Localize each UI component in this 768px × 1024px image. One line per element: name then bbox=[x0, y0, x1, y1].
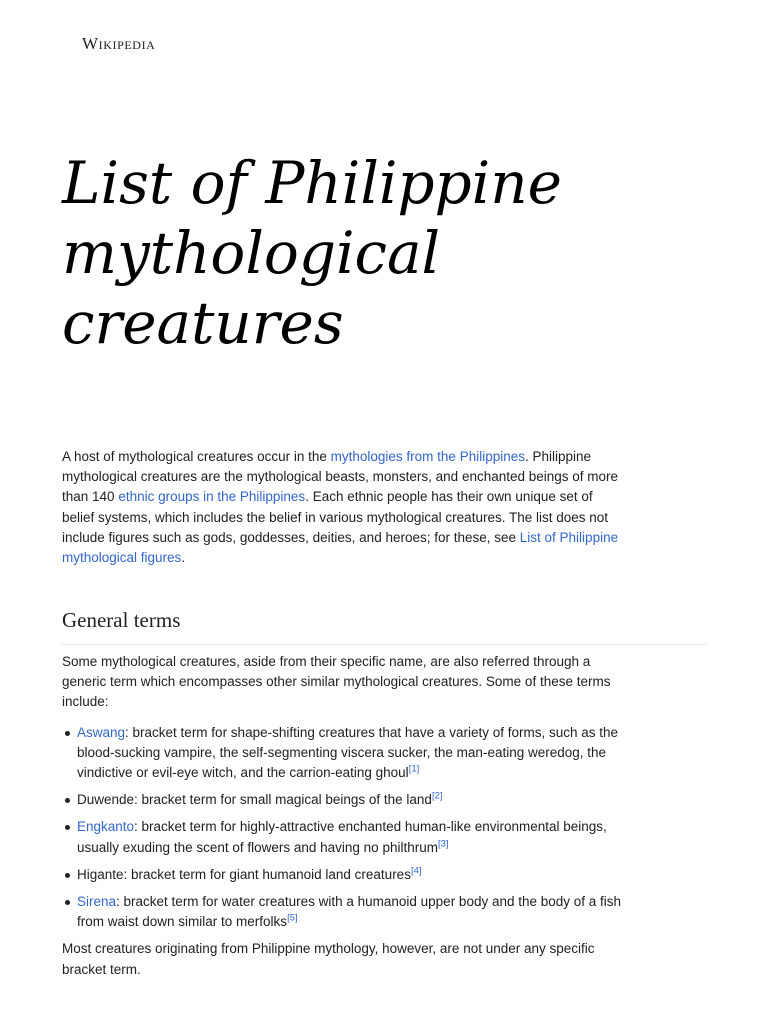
wikipedia-wordmark[interactable]: Wikipedia bbox=[82, 34, 156, 53]
list-item-aswang bbox=[77, 723, 622, 784]
intro-text-1: A host of mythological creatures occur in the bbox=[62, 449, 331, 464]
link-ethnic-groups[interactable]: ethnic groups in the Philippines bbox=[118, 489, 306, 505]
section-heading-text: General terms bbox=[62, 608, 181, 632]
intro-text-4: . bbox=[181, 550, 186, 566]
general-terms-section bbox=[62, 652, 622, 980]
intro-text-2: . Philippine mythological creatures are the mythological beasts, monsters, and enchanted beings of more than 140 bbox=[62, 449, 619, 505]
term-desc: : bracket term for small magical beings of the land bbox=[134, 792, 432, 808]
link-engkanto[interactable]: Engkanto bbox=[77, 819, 135, 835]
general-terms-outro: Most creatures originating from Philippine mythology, however, are not under any specific bracket term. bbox=[62, 941, 595, 977]
link-aswang[interactable]: Aswang bbox=[77, 724, 126, 740]
term-desc: : bracket term for shape-shifting creatures that have a variety of forms, such as the blood-sucking vampire, the self-segmenting viscera sucker, the man-eating weredog, the vindictive or evil-eye witch, and the carrion-eating ghoul bbox=[77, 724, 619, 781]
page-title: List of Philippine mythological creatures bbox=[62, 149, 562, 357]
list-item-higante bbox=[77, 865, 622, 885]
link-sirena[interactable]: Sirena bbox=[77, 894, 117, 910]
reference-5 bbox=[287, 913, 298, 924]
reference-4 bbox=[411, 865, 422, 876]
section-heading-general-terms bbox=[62, 606, 706, 645]
terms-list bbox=[62, 723, 622, 933]
general-terms-intro: Some mythological creatures, aside from their specific name, are also referred through a generic term which encompasses other similar mythological creatures. Some of these terms include: bbox=[62, 654, 611, 710]
list-item-engkanto bbox=[77, 817, 622, 857]
term-desc: : bracket term for highly-attractive enchanted human-like environmental beings, usually exuding the scent of flowers and having no philthrum bbox=[77, 819, 607, 855]
reference-1 bbox=[409, 764, 420, 775]
term-desc: : bracket term for giant humanoid land creatures bbox=[123, 866, 411, 882]
list-item-duwende bbox=[77, 790, 622, 810]
reference-link-5[interactable]: [5] bbox=[287, 912, 298, 924]
list-item-sirena bbox=[77, 892, 622, 932]
term-duwende: Duwende bbox=[77, 792, 135, 808]
link-mythological-figures[interactable]: List of Philippine mythological figures bbox=[62, 529, 619, 566]
link-mythologies-philippines[interactable]: mythologies from the Philippines bbox=[330, 449, 525, 464]
reference-3 bbox=[438, 838, 449, 849]
term-desc: : bracket term for water creatures with a humanoid upper body and the body of a fish from waist down similar to merfolks bbox=[77, 894, 622, 930]
intro-paragraph bbox=[62, 447, 622, 568]
reference-2 bbox=[432, 791, 443, 802]
term-higante: Higante bbox=[77, 866, 124, 882]
reference-link-2[interactable]: [2] bbox=[431, 790, 443, 802]
reference-link-1[interactable]: [1] bbox=[408, 763, 420, 775]
intro-text-3: . Each ethnic people has their own unique set of belief systems, which includes the belief in various mythological creatures. The list does not include figures such as gods, goddesses, deities, and heroes; for these, see bbox=[62, 489, 609, 545]
reference-link-4[interactable]: [4] bbox=[410, 865, 422, 877]
intro-text bbox=[62, 447, 622, 568]
reference-link-3[interactable]: [3] bbox=[437, 838, 449, 850]
